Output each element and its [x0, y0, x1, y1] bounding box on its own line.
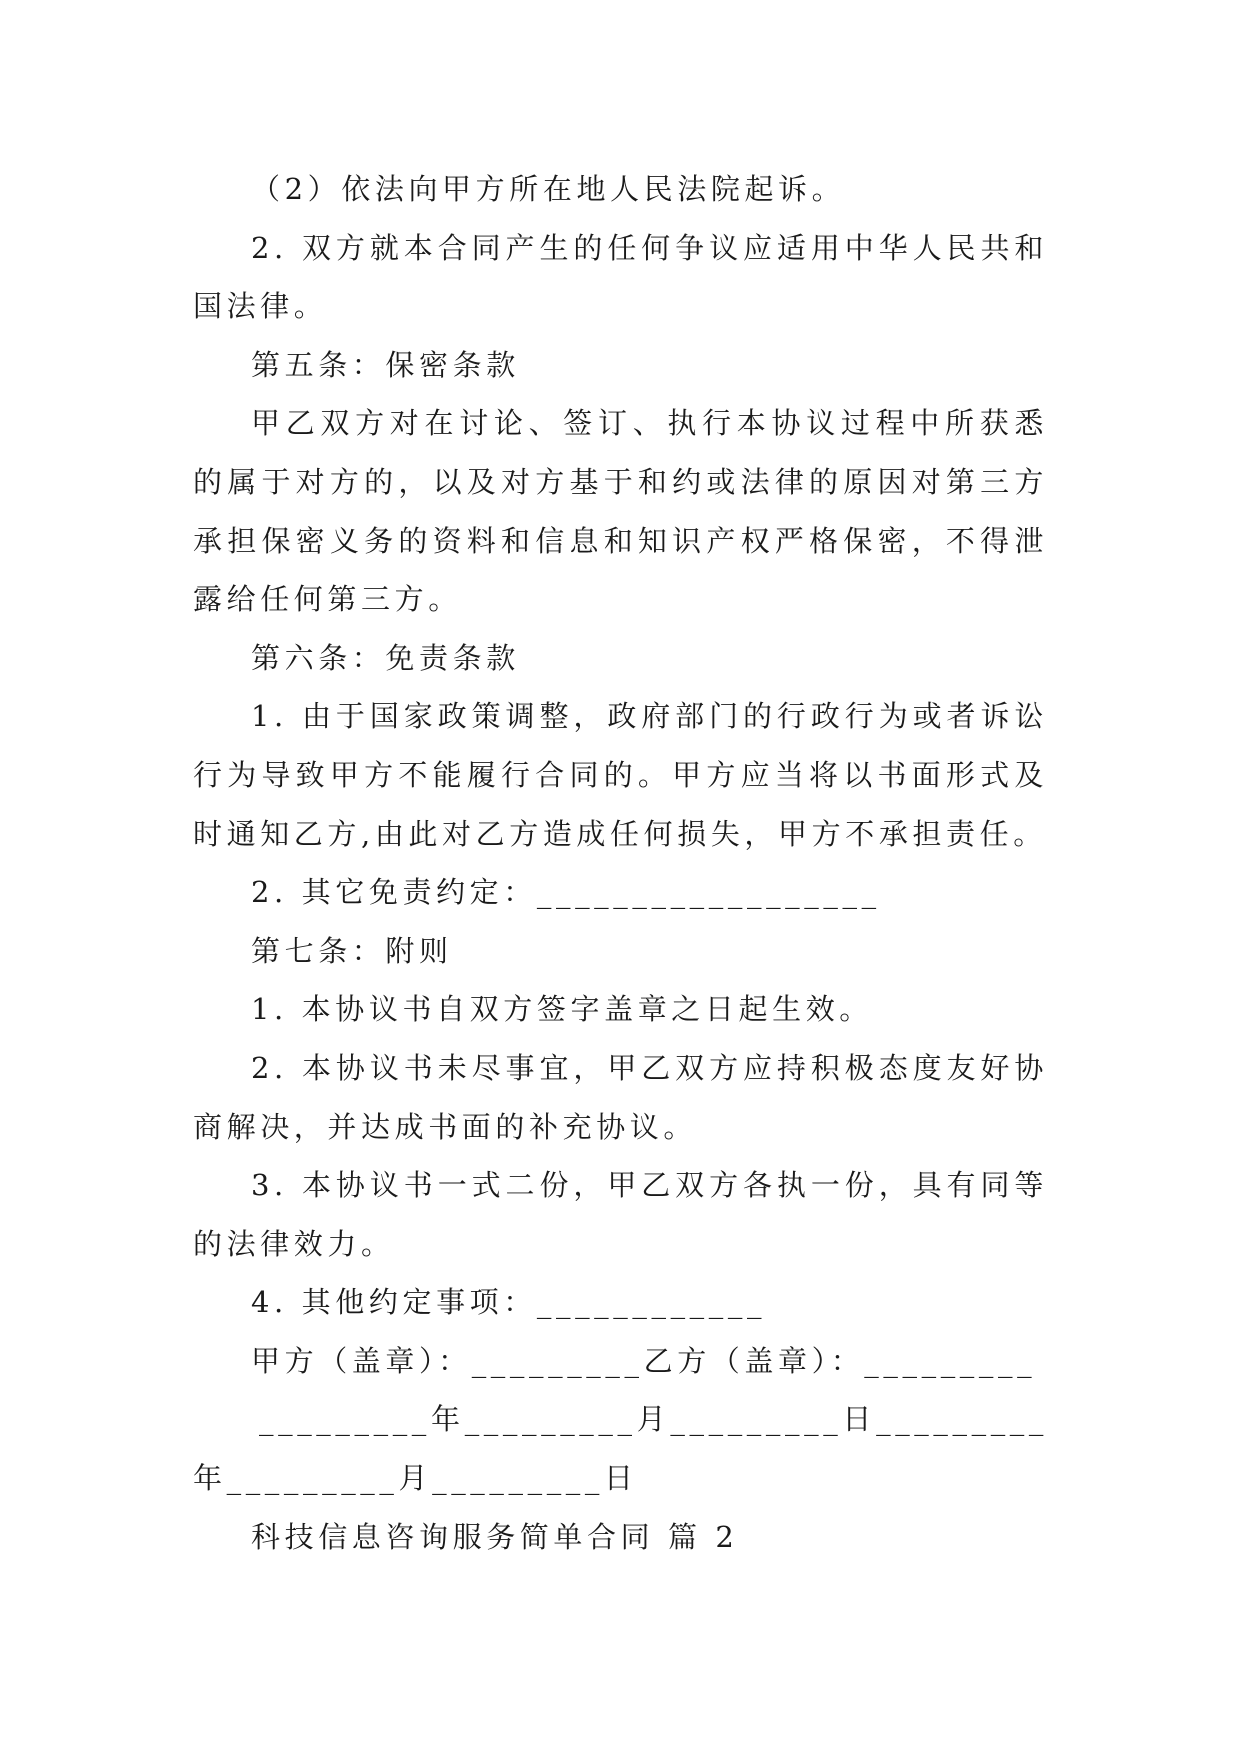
- document-body: [193, 160, 1048, 1566]
- signature-line: 甲方（盖章）：_________乙方（盖章）：_________: [251, 1343, 1037, 1378]
- heading-article-6: 第六条：免责条款: [251, 640, 520, 675]
- heading-article-7: 第七条：附则: [251, 933, 453, 968]
- paragraph-confidentiality: 甲乙双方对在讨论、签订、执行本协议过程中所获悉的属于对方的，以及对方基于和约或法律的原因对第三方承担保密义务的资料和信息和知识产权严格保密，不得泄露给任何第三方。: [193, 406, 1048, 617]
- date-line: _________年_________月_________日_________年_________月_________日: [193, 1402, 1048, 1496]
- paragraph-other-agreements: 4. 其他约定事项：____________: [251, 1285, 767, 1320]
- heading-article-5: 第五条：保密条款: [251, 347, 520, 382]
- paragraph-other-exemptions: 2. 其它免责约定：__________________: [251, 875, 881, 910]
- paragraph-unsettled-matters: 2. 本协议书未尽事宜，甲乙双方应持积极态度友好协商解决，并达成书面的补充协议。: [193, 1050, 1048, 1144]
- paragraph-governing-law: 2. 双方就本合同产生的任何争议应适用中华人民共和国法律。: [193, 230, 1048, 324]
- paragraph-policy-exemption: 1. 由于国家政策调整，政府部门的行政行为或者诉讼行为导致甲方不能履行合同的。甲方应当将以书面形式及时通知乙方,由此对乙方造成任何损失，甲方不承担责任。: [193, 699, 1048, 851]
- next-section-title: 科技信息咨询服务简单合同 篇 2: [251, 1519, 739, 1554]
- paragraph-copies: 3. 本协议书一式二份，甲乙双方各执一份，具有同等的法律效力。: [193, 1168, 1048, 1261]
- paragraph-lawsuit-clause: （2）依法向甲方所在地人民法院起诉。: [251, 172, 846, 206]
- paragraph-effective-date: 1. 本协议书自双方签字盖章之日起生效。: [251, 992, 873, 1027]
